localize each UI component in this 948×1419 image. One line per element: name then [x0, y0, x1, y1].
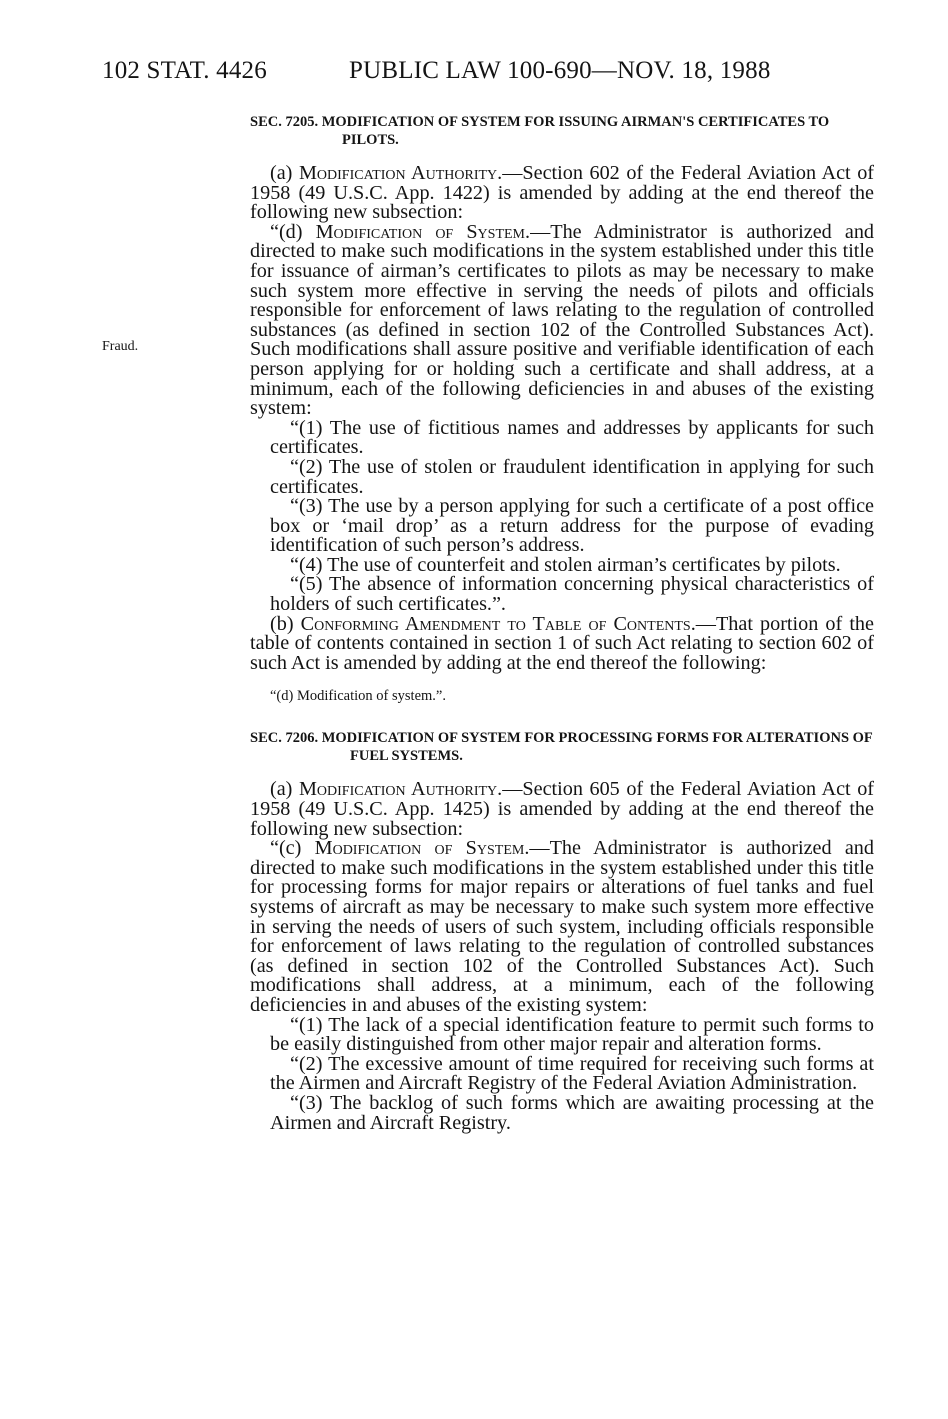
section-7205-heading: SEC. 7205. MODIFICATION OF SYSTEM FOR ISSUING AIRMAN'S CERTIFICATES TO PILOTS.: [250, 114, 830, 148]
section-7205-subsection-b: [250, 612, 874, 674]
margin-note-fraud: Fraud.: [102, 339, 139, 354]
subsection-a-caption: Modification Authority.: [298, 778, 503, 801]
section-7205-item-2: “(2) The use of stolen or fraudulent identification in applying for such certificates.: [270, 455, 874, 498]
table-of-contents-entry: “(d) Modification of system.”.: [270, 688, 446, 705]
running-head: [102, 57, 771, 85]
subsection-c-text: —The Administrator is authorized and directed to make such modifications in the system established under this title for processing forms for major repairs or alterations of fuel tanks and fuel systems of aircraft as may be necessary to make such system more effective in serving the needs of users of such system, including officials responsible for enforcement of laws relating to the regulation of controlled substances (as defined in section 102 of the Controlled Substances Act). Such modifications shall address, at a minimum, each of the following deficiencies in and abuses of the existing system:: [250, 837, 874, 1016]
section-7206-item-1: “(1) The lack of a special identification feature to permit such forms to be easily distinguished from other major repair and alteration forms.: [270, 1013, 874, 1056]
subsection-a-lead: (a): [270, 778, 299, 801]
section-7206-item-2: “(2) The excessive amount of time required for receiving such forms at the Airmen and Aircraft Registry of the Federal Aviation Administration.: [270, 1052, 874, 1095]
subsection-b-text: —That portion of the table of contents contained in section 1 of such Act relating to section 602 of such Act is amended by adding at the end thereof the following:: [250, 612, 874, 674]
section-7206-heading: SEC. 7206. MODIFICATION OF SYSTEM FOR PROCESSING FORMS FOR ALTERATIONS OF FUEL SYSTEMS.: [250, 730, 873, 765]
section-7205-item-3: “(3) The use by a person applying for such a certificate of a post office box or ‘mail drop’ as a return address for the purpose of evading identification of such person’s address.: [270, 495, 874, 557]
subsection-a-text: —Section 605 of the Federal Aviation Act of 1958 (49 U.S.C. App. 1425) is amended by adding at the end thereof the following new subsection:: [250, 778, 875, 840]
section-7205-item-1: “(1) The use of fictitious names and addresses by applicants for such certificates.: [270, 416, 874, 459]
subsection-a-lead: (a): [270, 162, 299, 184]
subsection-c-caption: Modification of System.: [314, 837, 530, 860]
subsection-a-caption: Modification Authority.: [298, 162, 503, 184]
section-7205-item-5: “(5) The absence of information concerning physical characteristics of holders of such certificates.”.: [270, 573, 874, 616]
subsection-c-lead: “(c): [270, 837, 315, 860]
subsection-b-caption: Conforming Amendment to Table of Contents.: [300, 612, 696, 635]
section-7205-new-subsection-d: [250, 220, 875, 420]
section-7205-item-4: “(4) The use of counterfeit and stolen airman’s certificates by pilots.: [290, 553, 841, 576]
subsection-a-text: —Section 602 of the Federal Aviation Act of 1958 (49 U.S.C. App. 1422) is amended by adding at the end thereof the following new subsection:: [250, 162, 875, 224]
section-7206-item-3: “(3) The backlog of such forms which are awaiting processing at the Airmen and Aircraft Registry.: [270, 1091, 874, 1134]
subsection-d-text: —The Administrator is authorized and directed to make such modifications in the system established under this title for issuance of airman’s certificates to pilots as may be necessary to make such system more effective in serving the needs of pilots and officials responsible for enforcement of laws relating to the regulation of controlled substances (as defined in section 102 of the Controlled Substances Act). Such modifications shall assure positive and verifiable identification of each person applying for or holding such a certificate and shall address, at a minimum, each of the following deficiencies in and abuses of the existing system:: [250, 220, 875, 420]
document-body: [250, 113, 874, 1133]
public-law-title: PUBLIC LAW 100-690—NOV. 18, 1988: [349, 57, 771, 84]
stat-page-number: 102 STAT. 4426: [102, 57, 267, 84]
subsection-d-caption: Modification of System.: [315, 220, 531, 243]
section-7205-subsection-a: [250, 164, 874, 223]
subsection-d-lead: “(d): [270, 220, 316, 243]
section-7206-new-subsection-c: [250, 839, 874, 1015]
subsection-b-lead: (b): [270, 612, 301, 635]
section-7206-subsection-a: [250, 780, 874, 839]
